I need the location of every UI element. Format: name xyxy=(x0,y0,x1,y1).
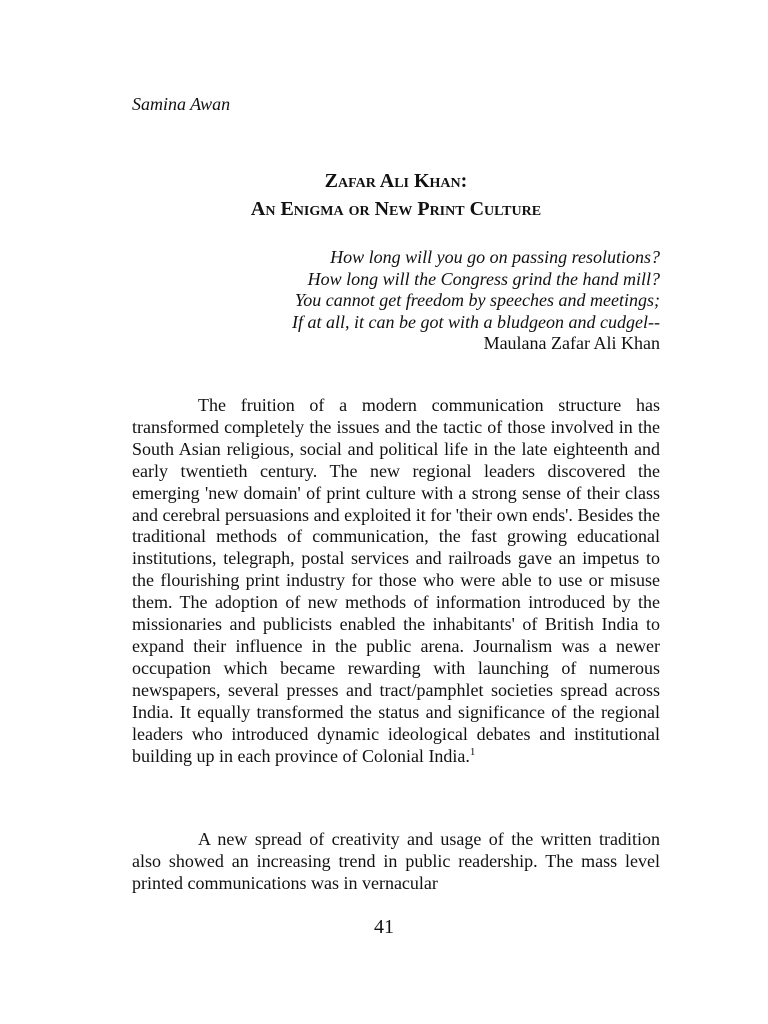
title-line-2: An Enigma or New Print Culture xyxy=(250,198,542,220)
running-head-author: Samina Awan xyxy=(132,94,231,114)
epigraph xyxy=(292,247,660,355)
epigraph-line: How long will you go on passing resolutions? xyxy=(330,247,660,267)
paragraph-text: A new spread of creativity and usage of the written tradition also showed an increasing trend in public readership. The mass level printed communications was in vernacular xyxy=(132,829,660,893)
body-paragraph-2 xyxy=(132,829,660,895)
epigraph-line: You cannot get freedom by speeches and meetings; xyxy=(294,290,660,310)
epigraph-line: If at all, it can be got with a bludgeon and cudgel-- xyxy=(292,311,660,332)
paragraph-text: The fruition of a modern communication structure has transformed completely the issues and the tactic of those involved in the South Asian religious, social and political life in the late eighteenth and early twentieth century. The new regional leaders discovered the emerging 'new domain' of print culture with a strong sense of their class and cerebral persuasions and exploited it for 'their own ends'. Besides the traditional methods of communication, the fast growing educational institutions, telegraph, postal services and railroads gave an impetus to the flourishing print industry for those who were able to use or misuse them. The adoption of new methods of information introduced by the missionaries and publicists enabled the inhabitants' of British India to expand their influence in the public arena. Journalism was a newer occupation which became rewarding with launching of numerous newspapers, several presses and tract/pamphlet societies spread across India. It equally transformed the status and significance of the regional leaders who introduced dynamic ideological debates and institutional building up in each province of Colonial India. xyxy=(132,395,660,766)
page-number: 41 xyxy=(374,916,394,938)
body-paragraph-1 xyxy=(132,395,660,767)
footnote-reference[interactable]: 1 xyxy=(469,745,476,758)
epigraph-attribution: Maulana Zafar Ali Khan xyxy=(483,333,660,353)
epigraph-line: How long will the Congress grind the hand mill? xyxy=(307,268,660,289)
title-line-1: Zafar Ali Khan: xyxy=(324,170,468,192)
article-title xyxy=(132,167,660,223)
